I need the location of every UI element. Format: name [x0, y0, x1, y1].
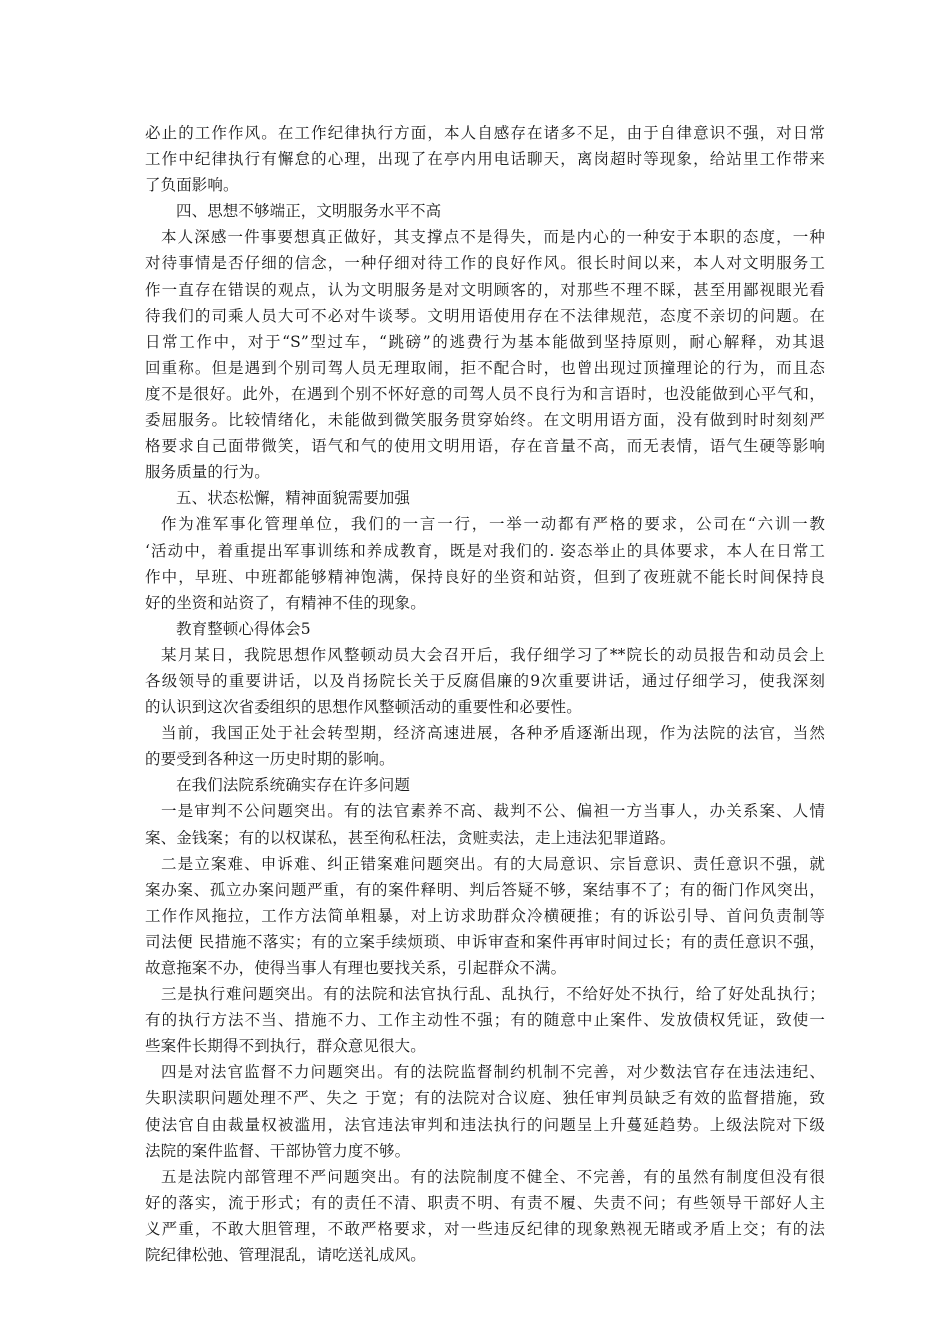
text-line: 好的坐资和站资了，有精神不佳的现象。 — [145, 593, 426, 612]
text-line: 了负面影响。 — [145, 176, 239, 195]
section-heading: 四、思想不够端正，文明服务水平不高 — [176, 202, 442, 221]
text-line: 待我们的司乘人员大可不必对牛谈琴。文明用语使用存在不法律规范，态度不亲切的问题。在 — [145, 306, 825, 325]
paragraph-first-line: 五是法院内部管理不严问题突出。有的法院制度不健全、不完善，有的虽然有制度但没有很 — [161, 1167, 825, 1186]
text-line: 格要求自己面带微笑，语气和气的使用文明用语，存在音量不高，而无表情，语气生硬等影响 — [145, 437, 825, 456]
text-line: ‘活动中，着重提出军事训练和养成教育，既是对我们的. 姿态举止的具体要求，本人在日常工 — [145, 541, 825, 560]
text-line: 回重称。但是遇到个别司驾人员无理取闹，拒不配合时，也曾出现过顶撞理论的行为，而且态 — [145, 358, 825, 377]
paragraph-first-line: 当前，我国正处于社会转型期，经济高速进展，各种矛盾逐渐出现，作为法院的法官，当然 — [161, 724, 825, 743]
text-line: 作一直存在错误的观点，认为文明服务是对文明顾客的，对那些不理不睬，甚至用鄙视眼光看 — [145, 280, 825, 299]
text-line: 工作作风拖拉，工作方法简单粗暴，对上访求助群众冷横硬推；有的诉讼引导、首问负责制等 — [145, 906, 825, 925]
text-line: 委屈服务。比较情绪化，未能做到微笑服务贯穿始终。在文明用语方面，没有做到时时刻刻严 — [145, 411, 825, 430]
text-line: 工作中纪律执行有懈怠的心理，出现了在亭内用电话聊天，离岗超时等现象，给站里工作带来 — [145, 150, 825, 169]
section-heading: 在我们法院系统确实存在许多问题 — [176, 776, 411, 795]
text-line: 案、金钱案；有的以权谋私，甚至徇私枉法，贪赃卖法，走上违法犯罪道路。 — [145, 828, 676, 847]
text-line: 失职渎职问题处理不严、失之 于宽；有的法院对合议庭、独任审判员缺乏有效的监督措施，致 — [145, 1089, 825, 1108]
text-line: 必止的工作作风。在工作纪律执行方面，本人自感存在诸多不足，由于自律意识不强，对日常 — [145, 124, 825, 142]
paragraph-first-line: 某月某日，我院思想作风整顿动员大会召开后，我仔细学习了**院长的动员报告和动员会上 — [161, 645, 825, 664]
section-heading: 教育整顿心得体会5 — [176, 619, 311, 638]
text-line: 度不是很好。此外，在遇到个别不怀好意的司驾人员不良行为和言语时，也没能做到心平气和， — [145, 384, 825, 403]
text-line: 司法便 民措施不落实；有的立案手续烦琐、申诉审查和案件再审时间过长；有的责任意识不强， — [145, 932, 825, 951]
paragraph-first-line: 一是审判不公问题突出。有的法官素养不高、裁判不公、偏袒一方当事人，办关系案、人情 — [161, 802, 825, 821]
text-line: 的认识到这次省委组织的思想作风整顿活动的重要性和必要性。 — [145, 698, 582, 717]
text-line: 的要受到各种这一历史时期的影响。 — [145, 750, 395, 769]
text-line: 各级领导的重要讲话，以及肖扬院长关于反腐倡廉的9次重要讲话，通过仔细学习，使我深刻 — [145, 671, 825, 690]
document-body — [145, 120, 825, 1268]
text-line: 作中，早班、中班都能够精神饱满，保持良好的坐资和站资，但到了夜班就不能长时间保持良 — [145, 567, 825, 586]
text-line: 日常工作中，对于“S”型过车，“跳磅”的逃费行为基本能做到坚持原则，耐心解释，劝其退 — [145, 332, 825, 351]
text-line: 案办案、孤立办案问题严重，有的案件释明、判后答疑不够，案结事不了；有的衙门作风突出， — [145, 880, 825, 899]
text-line: 院纪律松弛、管理混乱，请吃送礼成风。 — [145, 1246, 426, 1265]
paragraph-first-line: 作为准军事化管理单位，我们的一言一行，一举一动都有严格的要求，公司在“六训一教 — [161, 515, 825, 534]
paragraph-first-line: 四是对法官监督不力问题突出。有的法院监督制约机制不完善，对少数法官存在违法违纪、 — [161, 1063, 825, 1082]
paragraph-first-line: 三是执行难问题突出。有的法院和法官执行乱、乱执行，不给好处不执行，给了好处乱执行； — [161, 985, 825, 1004]
text-line: 法院的案件监督、干部协管力度不够。 — [145, 1141, 411, 1160]
text-line: 义严重，不敢大胆管理，不敢严格要求，对一些违反纪律的现象熟视无睹或矛盾上交；有的法 — [145, 1219, 825, 1238]
section-heading: 五、状态松懈，精神面貌需要加强 — [176, 489, 411, 508]
text-line: 服务质量的行为。 — [145, 463, 270, 482]
text-line: 有的执行方法不当、措施不力、工作主动性不强；有的随意中止案件、发放债权凭证，致使一 — [145, 1011, 825, 1030]
paragraph-first-line: 本人深感一件事要想真正做好，其支撑点不是得失，而是内心的一种安于本职的态度，一种 — [161, 228, 825, 247]
text-line: 些案件长期得不到执行，群众意见很大。 — [145, 1037, 426, 1056]
paragraph-first-line: 二是立案难、申诉难、纠正错案难问题突出。有的大局意识、宗旨意识、责任意识不强，就 — [161, 854, 825, 873]
text-line: 好的落实，流于形式；有的责任不清、职责不明、有责不履、失责不问；有些领导干部好人主 — [145, 1193, 825, 1212]
text-line: 使法官自由裁量权被滥用，法官违法审判和违法执行的问题呈上升蔓延趋势。上级法院对下级 — [145, 1115, 825, 1134]
text-line: 对待事情是否仔细的信念，一种仔细对待工作的良好作风。很长时间以来，本人对文明服务工 — [145, 254, 825, 273]
text-line: 故意拖案不办，使得当事人有理也要找关系，引起群众不满。 — [145, 959, 567, 977]
